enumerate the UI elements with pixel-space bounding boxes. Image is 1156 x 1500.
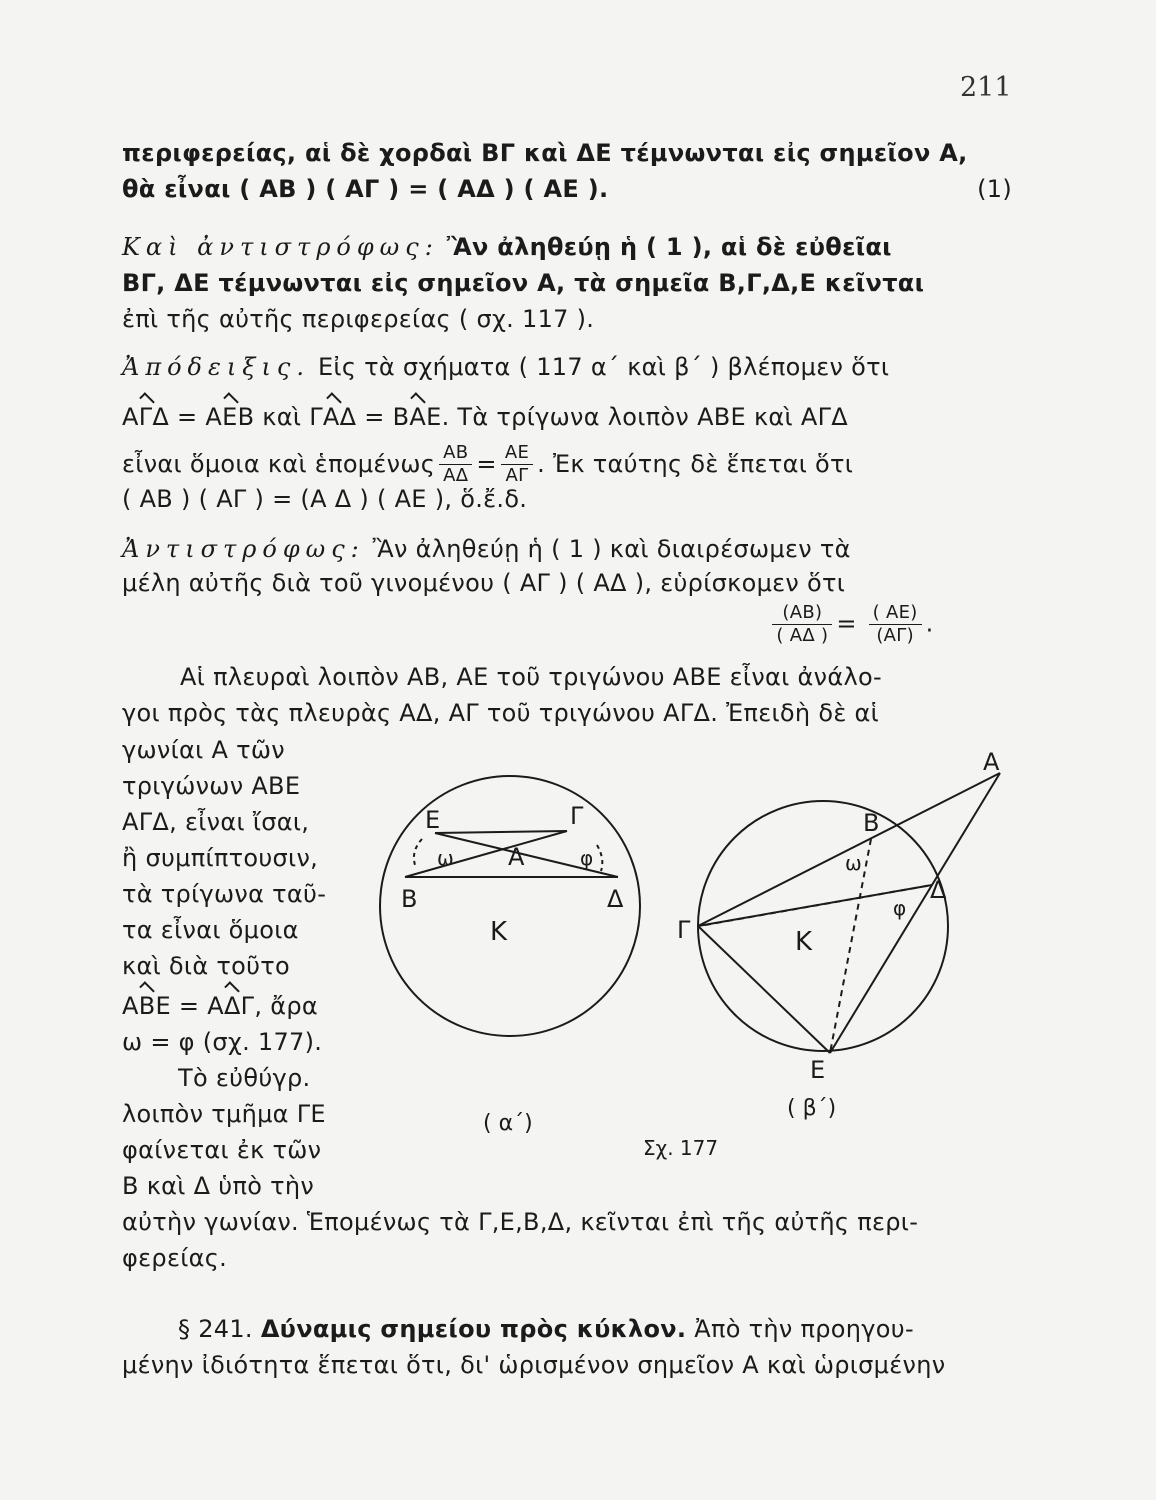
- fraction-numerator: ΑΕ: [501, 442, 533, 465]
- text-line: τα εἶναι ὅμοια: [122, 916, 299, 944]
- text-line: Αἱ πλευραὶ λοιπὸν ΑΒ, ΑΕ τοῦ τριγώνου ΑΒΕ εἶναι ἀνάλο-: [180, 663, 882, 691]
- arc-phi: [597, 845, 602, 871]
- text-line: φαίνεται ἐκ τῶν: [122, 1136, 322, 1164]
- text-line: φερείας.: [122, 1244, 228, 1272]
- fraction-line: εἶναι ὅμοια καὶ ἑπομένως $\frac{AB}{A\Delta}$ = $\frac{AE}{A\Gamma}$ . Ἐκ ταύτης δὲ ἕπεται ὅτι: [122, 441, 854, 486]
- text-line: Τὸ εὐθύγρ.: [178, 1064, 311, 1092]
- label-b-b: B: [863, 809, 880, 837]
- proof-text: Εἰς τὰ σχήματα ( 117 α΄ καὶ β΄ ) βλέπομεν ὅτι: [317, 353, 890, 381]
- fraction-denominator: ΑΓ: [505, 464, 529, 486]
- text-line: ω = φ (σχ. 177).: [122, 1028, 323, 1056]
- equation-line: [122, 172, 1012, 206]
- text-line: ΒΓ, ΔΕ τέμνωνται εἰς σημεῖον Α, τὰ σημεῖα Β,Γ,Δ,Ε κεῖνται: [122, 269, 925, 297]
- angle-agd: ΑΓΔ: [122, 400, 169, 434]
- angle-gad: ΓΑΔ: [309, 400, 356, 434]
- label-delta-b: Δ: [930, 876, 947, 904]
- figure-b: [698, 773, 1000, 1053]
- and-word: καὶ: [262, 403, 302, 431]
- section-title: Δύναμις σημείου πρὸς κύκλον.: [260, 1315, 687, 1343]
- circle-a: [380, 776, 640, 1036]
- angle-equality-line: ΑΓΔ = ΑΕΒ καὶ ΓΑΔ = ΒΑΕ. Τὰ τρίγωνα λοιπὸν ΑΒΕ καὶ ΑΓΔ: [122, 400, 1012, 434]
- converse-label: Καὶ ἀντιστρόφως:: [122, 233, 439, 261]
- fraction-numerator: ( ΑΕ): [869, 602, 922, 625]
- fraction-denominator: ΑΔ: [443, 464, 469, 486]
- proof-label: Ἀπόδειξις.: [122, 353, 310, 381]
- label-k-b: K: [795, 927, 813, 957]
- text-line: καὶ διὰ τοῦτο: [122, 952, 291, 980]
- text-line: [122, 532, 1012, 566]
- angle-equality-line: ΑΒΕ = ΑΔΓ, ἄρα: [122, 989, 357, 1023]
- label-phi-b: φ: [893, 896, 907, 920]
- circle-b: [698, 801, 948, 1051]
- caption-b: ( β΄): [787, 1096, 837, 1121]
- text-line: ἢ συμπίπτουσιν,: [122, 844, 319, 872]
- figure-a: [380, 776, 640, 1036]
- converse-text: Ἂν ἀληθεύῃ ἡ ( 1 ), αἱ δὲ εὐθεῖαι: [446, 233, 892, 261]
- figure-177: [375, 735, 1035, 1165]
- caption-a: ( α΄): [483, 1111, 533, 1136]
- text-line: γωνίαι Α τῶν: [122, 736, 285, 764]
- fraction-numerator: (ΑΒ): [772, 602, 832, 625]
- text-line: ΑΓΔ, εἶναι ἴσαι,: [122, 808, 310, 836]
- label-e-b: E: [810, 1056, 826, 1084]
- label-b-a: B: [401, 885, 418, 913]
- text-line: λοιπὸν τμῆμα ΓΕ: [122, 1100, 326, 1128]
- fraction-ae-ag: [501, 442, 533, 487]
- text-line: τὰ τρίγωνα ταῦ-: [122, 880, 327, 908]
- converse2-label: Ἀντιστρόφως:: [122, 535, 365, 563]
- chord-b-gamma: [405, 831, 567, 877]
- section-number: § 241.: [178, 1315, 253, 1343]
- label-omega-b: ω: [845, 851, 862, 875]
- section-heading-line: [122, 1312, 1012, 1346]
- label-phi-a: φ: [580, 846, 594, 870]
- equation-number: (1): [977, 175, 1012, 203]
- label-a-b: A: [983, 748, 1000, 776]
- text-line: περιφερείας, αἱ δὲ χορδαὶ ΒΓ καὶ ΔΕ τέμνωνται εἰς σημεῖον Α,: [122, 139, 968, 167]
- fraction-ab-ad: [439, 442, 472, 487]
- proof-text: Ἐκ ταύτης δὲ ἕπεται ὅτι: [552, 450, 854, 478]
- proof-text: εἶναι ὅμοια καὶ ἑπομένως: [122, 450, 436, 478]
- arc-omega: [414, 839, 422, 865]
- page-number: 211: [960, 72, 1012, 103]
- converse2-text: Ἂν ἀληθεύῃ ἡ ( 1 ) καὶ διαιρέσωμεν τὰ: [372, 535, 851, 563]
- equation-1: θὰ εἶναι ( ΑΒ ) ( ΑΓ ) = ( ΑΔ ) ( ΑΕ ).: [122, 175, 609, 203]
- angle-bae: ΒΑΕ: [393, 400, 442, 434]
- fraction-ab-ad-2: [772, 602, 832, 647]
- label-a-a: A: [508, 843, 525, 871]
- label-gamma-b: Γ: [677, 916, 691, 944]
- segment-e-gamma: [435, 831, 567, 833]
- label-e-a: E: [425, 806, 441, 834]
- text-line: [122, 350, 1012, 384]
- text-line: τριγώνων ΑΒΕ: [122, 772, 301, 800]
- label-gamma-a: Γ: [570, 802, 584, 830]
- proof-text: Τὰ τρίγωνα λοιπὸν ΑΒΕ καὶ ΑΓΔ: [457, 403, 848, 431]
- fraction-numerator: ΑΒ: [439, 442, 472, 465]
- text-line: Β καὶ Δ ὑπὸ τὴν: [122, 1172, 315, 1200]
- angle-adg: ΑΔΓ: [207, 989, 254, 1023]
- label-delta-a: Δ: [607, 885, 624, 913]
- text-line: [122, 230, 1012, 264]
- text-line: αὐτὴν γωνίαν. Ἑπομένως τὰ Γ,Ε,Β,Δ, κεῖνται ἐπὶ τῆς αὐτῆς περι-: [122, 1208, 919, 1236]
- text-line: ἐπὶ τῆς αὐτῆς περιφερείας ( σχ. 117 ).: [122, 305, 595, 333]
- figure-caption: Σχ. 177: [643, 1136, 719, 1160]
- text-fragment: ἄρα: [270, 992, 318, 1020]
- fraction-denominator: ( ΑΔ ): [776, 625, 829, 646]
- fraction-line: $\frac{(AB)}{( A\Delta )}$ = $\frac{( AE)}{(A\Gamma)}$ .: [122, 602, 1012, 647]
- text-line: μένην ἰδιότητα ἕπεται ὅτι, δι' ὡρισμένον σημεῖον Α καὶ ὡρισμένην: [122, 1351, 946, 1379]
- section-text: Ἀπὸ τὴν προηγου-: [694, 1315, 914, 1343]
- label-omega-a: ω: [437, 846, 454, 870]
- label-k-a: K: [490, 917, 508, 947]
- angle-abe: ΑΒΕ: [122, 989, 171, 1023]
- text-line: γοι πρὸς τὰς πλευρὰς ΑΔ, ΑΓ τοῦ τριγώνου ΑΓΔ. Ἐπειδὴ δὲ αἱ: [122, 699, 880, 727]
- text-line: ( ΑΒ ) ( ΑΓ ) = (Α Δ ) ( ΑΕ ), ὅ.ἔ.δ.: [122, 485, 528, 513]
- fraction-ae-ag-2: [869, 602, 922, 647]
- fraction-denominator: (ΑΓ): [876, 625, 914, 646]
- text-line: μέλη αὐτῆς διὰ τοῦ γινομένου ( ΑΓ ) ( ΑΔ ), εὑρίσκομεν ὅτι: [122, 569, 846, 597]
- angle-aeb: ΑΕΒ: [205, 400, 254, 434]
